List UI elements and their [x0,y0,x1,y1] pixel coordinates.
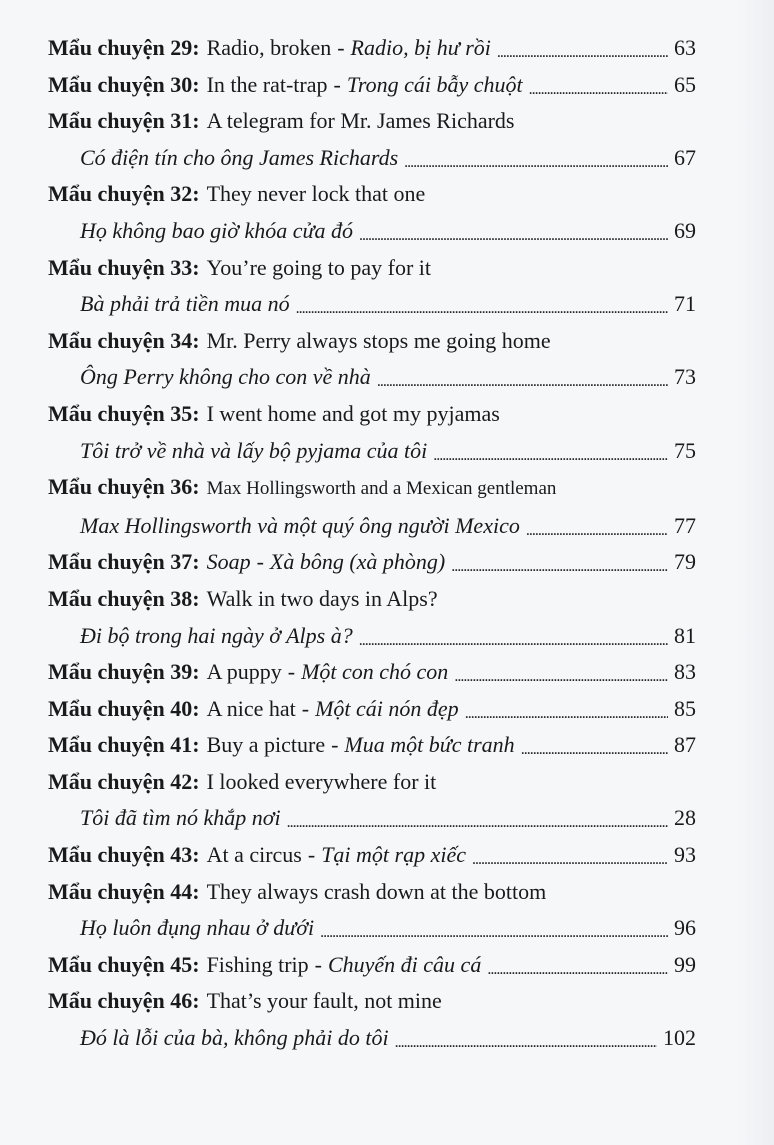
page-number: 79 [674,549,696,575]
story-title-en: That’s your fault, not mine [206,988,442,1014]
story-title-vi: Họ không bao giờ khóa cửa đó [80,217,354,243]
story-label: Mẩu chuyện 43: [48,842,200,868]
page-number: 65 [674,71,696,97]
story-title-en: Buy a picture [206,732,326,758]
page-number: 96 [674,915,696,941]
toc-line-vi [48,910,696,947]
toc-entry-40 [48,691,696,728]
page-number: 87 [674,732,696,758]
story-title-vi: Chuyến đi câu cá [327,951,482,977]
toc-line-vi [48,618,696,655]
story-title-en: At a circus [206,842,302,868]
story-label: Mẩu chuyện 45: [48,951,200,977]
story-label: Mẩu chuyện 33: [48,254,200,280]
toc-line-vi [48,433,696,470]
story-label: Mẩu chuyện 37: [48,549,200,575]
toc-line [48,250,696,287]
toc-line [48,30,696,67]
toc-entry-35 [48,396,696,469]
toc-line [48,764,696,801]
dot-leader [404,145,668,167]
story-label: Mẩu chuyện 38: [48,585,200,611]
page-number: 85 [674,695,696,721]
toc-entry-38 [48,581,696,654]
toc-line [48,581,696,618]
page-number: 102 [663,1025,696,1051]
page-number: 75 [674,437,696,463]
toc-line [48,654,696,691]
story-title-en: You’re going to pay for it [206,254,432,280]
story-title-en: Fishing trip [206,951,309,977]
story-label: Mẩu chuyện 42: [48,768,200,794]
toc-line [48,983,696,1020]
title-separator: - [256,549,264,575]
toc-entry-46 [48,983,696,1056]
toc-entry-39 [48,654,696,691]
story-title-vi: Max Hollingsworth và một quý ông người Mexico [80,512,520,538]
dot-leader [472,842,668,864]
toc-line [48,176,696,213]
page-number: 67 [674,144,696,170]
story-label: Mẩu chuyện 46: [48,988,200,1014]
story-title-en: Max Hollingsworth and a Mexican gentleman [206,478,557,500]
toc-entry-30 [48,67,696,104]
toc-entry-42 [48,764,696,837]
story-title-vi: Có điện tín cho ông James Richards [80,144,399,170]
title-separator: - [307,842,316,868]
toc-line [48,874,696,911]
story-title-en: In the rat-trap [206,71,328,97]
toc-line [48,323,696,360]
dot-leader [497,35,668,57]
title-separator: - [301,695,310,721]
story-title-en: Mr. Perry always stops me going home [206,327,551,353]
dot-leader [451,549,668,571]
title-separator: - [287,659,296,685]
story-title-vi: Tôi đã tìm nó khắp nơi [80,805,281,831]
story-label: Mẩu chuyện 31: [48,108,200,134]
story-title-vi: Trong cái bẫy chuột [346,71,523,97]
story-title-vi: Tôi trở về nhà và lấy bộ pyjama của tôi [80,437,428,463]
story-title-en: A nice hat [206,695,296,721]
story-title-vi: Đi bộ trong hai ngày ở Alps à? [80,622,353,648]
story-label: Mẩu chuyện 40: [48,695,200,721]
dot-leader [433,438,668,460]
dot-leader [487,952,668,974]
story-title-en: They never lock that one [206,181,426,207]
dot-leader [359,623,668,645]
toc-line [48,396,696,433]
story-title-vi: Một con chó con [301,659,449,685]
toc-entry-37 [48,544,696,581]
story-label: Mẩu chuyện 35: [48,400,200,426]
page-number: 77 [674,512,696,538]
page-number: 63 [674,35,696,60]
dot-leader [296,291,668,313]
page-edge [738,0,774,1145]
dot-leader [359,218,668,240]
toc-line [48,837,696,874]
toc-line [48,103,696,140]
toc-entry-31 [48,103,696,176]
toc-line-vi [48,359,696,396]
toc-entry-34 [48,323,696,396]
toc-entry-32 [48,176,696,249]
page-number: 69 [674,217,696,243]
toc-line-vi [48,800,696,837]
toc-line-vi [48,213,696,250]
story-title-vi: Bà phải trả tiền mua nó [80,291,290,317]
story-title-en: I went home and got my pyjamas [206,400,500,426]
story-title-vi: Một cái nón đẹp [315,695,459,721]
dot-leader [521,732,668,754]
toc-line-vi [48,140,696,177]
toc-entry-33 [48,250,696,323]
page-number: 93 [674,842,696,868]
story-title-vi: Ông Perry không cho con về nhà [80,364,371,390]
toc-line [48,544,696,581]
toc-line [48,67,696,104]
story-label: Mẩu chuyện 39: [48,659,200,685]
title-separator: - [331,732,339,758]
story-title-vi: Mua một bức tranh [344,732,515,758]
dot-leader [526,513,668,535]
toc-entry-44 [48,874,696,947]
page-number: 81 [674,622,696,648]
story-label: Mẩu chuyện 41: [48,732,200,758]
title-separator: - [337,35,345,60]
page-number: 73 [674,364,696,390]
story-title-vi: Radio, bị hư rồi [350,35,491,60]
story-title-en: Radio, broken [206,35,332,60]
story-label: Mẩu chuyện 44: [48,878,200,904]
toc-line-vi [48,1020,696,1057]
table-of-contents [48,30,696,1057]
toc-line [48,947,696,984]
dot-leader [529,72,668,94]
story-label: Mẩu chuyện 36: [48,474,200,500]
toc-line-vi [48,286,696,323]
story-title-en: A telegram for Mr. James Richards [206,108,515,134]
page-number: 99 [674,951,696,977]
toc-line [48,469,696,508]
toc-line [48,691,696,728]
story-title-en: A puppy [206,659,282,685]
story-label: Mẩu chuyện 30: [48,71,200,97]
story-title-vi: Xà bông (xà phòng) [269,549,446,575]
dot-leader [287,805,668,827]
story-title-en: Walk in two days in Alps? [206,585,438,611]
story-title-en: They always crash down at the bottom [206,878,547,904]
story-label: Mẩu chuyện 32: [48,181,200,207]
dot-leader [395,1025,657,1047]
dot-leader [465,696,668,718]
page-number: 71 [674,291,696,317]
story-label: Mẩu chuyện 34: [48,327,200,353]
toc-entry-43 [48,837,696,874]
dot-leader [377,364,668,386]
toc-entry-41 [48,727,696,764]
story-label: Mẩu chuyện 29: [48,35,200,60]
toc-entry-45 [48,947,696,984]
story-title-vi: Tại một rạp xiếc [321,842,467,868]
story-title-vi: Đó là lỗi của bà, không phải do tôi [80,1025,389,1051]
story-title-en: I looked everywhere for it [206,768,437,794]
toc-line-vi [48,508,696,545]
dot-leader [320,915,668,937]
story-title-en: Soap [206,549,251,575]
dot-leader [454,659,668,681]
story-title-vi: Họ luôn đụng nhau ở dưới [80,915,315,941]
title-separator: - [333,71,341,97]
toc-entry-36 [48,469,696,544]
page-number: 83 [674,659,696,685]
toc-entry-29 [48,30,696,67]
toc-line [48,727,696,764]
page-number: 28 [674,805,696,831]
title-separator: - [314,951,322,977]
